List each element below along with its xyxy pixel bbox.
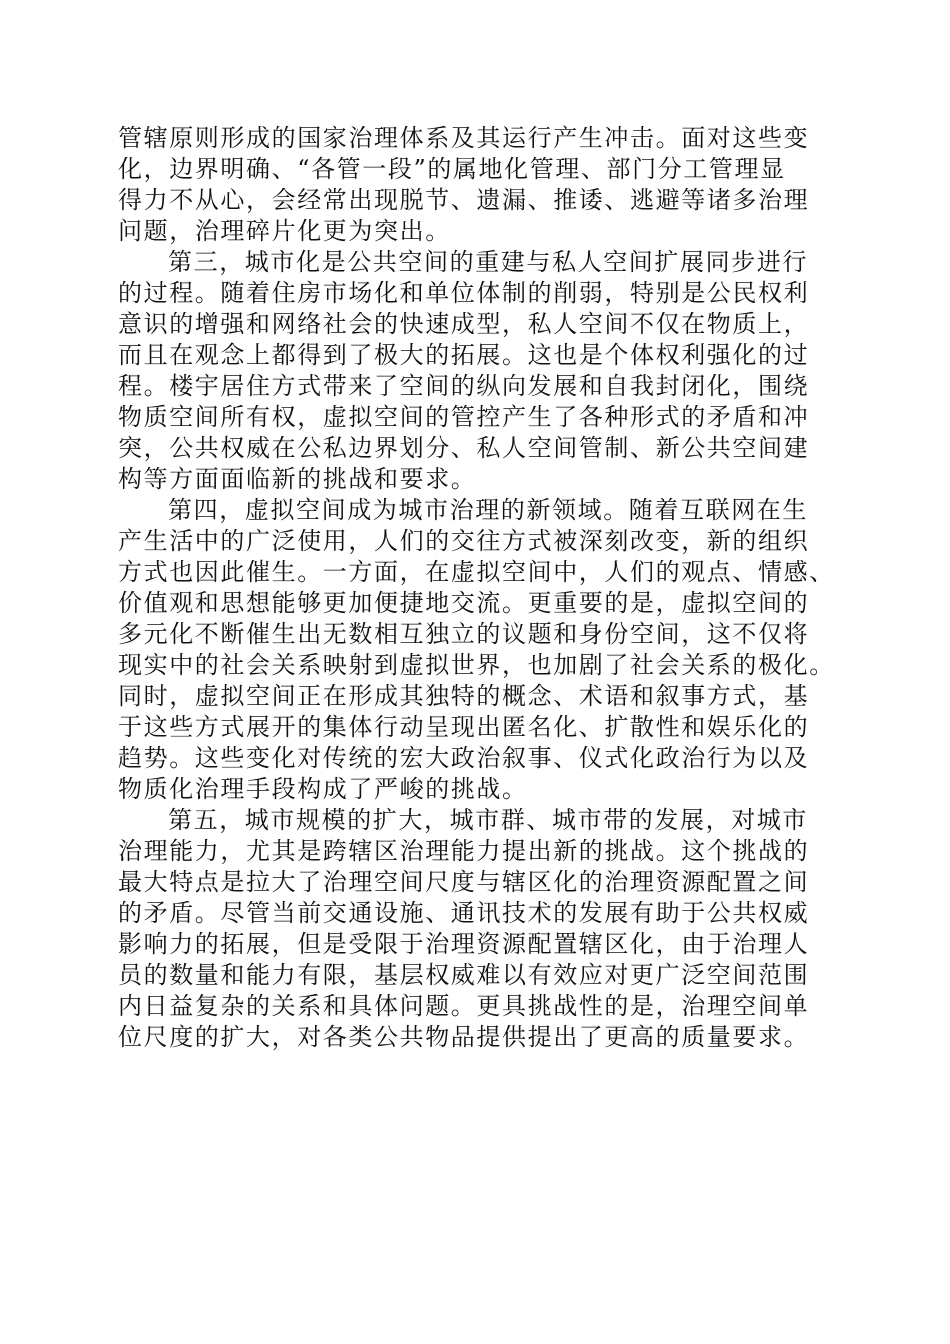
text-line: 治理能力，尤其是跨辖区治理能力提出新的挑战。这个挑战的 [118, 837, 810, 865]
text-line: 得力不从心，会经常出现脱节、遗漏、推诿、逃避等诸多治理 [118, 186, 810, 214]
text-line: 趋势。这些变化对传统的宏大政治叙事、仪式化政治行为以及 [118, 744, 810, 772]
text-line: 现实中的社会关系映射到虚拟世界，也加剧了社会关系的极化。 [118, 651, 835, 679]
text-line: 物质化治理手段构成了严峻的挑战。 [118, 775, 528, 803]
text-line: 的过程。随着住房市场化和单位体制的削弱，特别是公民权利 [118, 279, 810, 307]
text-line: 多元化不断催生出无数相互独立的议题和身份空间，这不仅将 [118, 620, 810, 648]
text-line: 最大特点是拉大了治理空间尺度与辖区化的治理资源配置之间 [118, 868, 810, 896]
text-line: 构等方面面临新的挑战和要求。 [118, 465, 477, 493]
text-line: 意识的增强和网络社会的快速成型，私人空间不仅在物质上， [118, 310, 810, 338]
text-line: 突，公共权威在公私边界划分、私人空间管制、新公共空间建 [118, 434, 810, 462]
text-line: 产生活中的广泛使用，人们的交往方式被深刻改变，新的组织 [118, 527, 810, 555]
text-line: 内日益复杂的关系和具体问题。更具挑战性的是，治理空间单 [118, 992, 810, 1020]
text-line: 位尺度的扩大，对各类公共物品提供提出了更高的质量要求。 [118, 1023, 810, 1051]
text-line: 化，边界明确、“各管一段”的属地化管理、部门分工管理显 [118, 155, 786, 183]
body-text [118, 123, 838, 1053]
text-line: 影响力的拓展，但是受限于治理资源配置辖区化，由于治理人 [118, 930, 810, 958]
text-line: 员的数量和能力有限，基层权威难以有效应对更广泛空间范围 [118, 961, 810, 989]
text-line: 价值观和思想能够更加便捷地交流。更重要的是，虚拟空间的 [118, 589, 810, 617]
text-line: 物质空间所有权，虚拟空间的管控产生了各种形式的矛盾和冲 [118, 403, 810, 431]
text-line: 管辖原则形成的国家治理体系及其运行产生冲击。面对这些变 [118, 124, 810, 152]
text-line: 的矛盾。尽管当前交通设施、通讯技术的发展有助于公共权威 [118, 899, 810, 927]
text-line: 而且在观念上都得到了极大的拓展。这也是个体权利强化的过 [118, 341, 810, 369]
text-line: 方式也因此催生。一方面，在虚拟空间中，人们的观点、情感、 [118, 558, 835, 586]
paragraph-start-line: 第四，虚拟空间成为城市治理的新领域。随着互联网在生 [168, 496, 808, 524]
paragraph-start-line: 第五，城市规模的扩大，城市群、城市带的发展，对城市 [168, 806, 808, 834]
text-line: 于这些方式展开的集体行动呈现出匿名化、扩散性和娱乐化的 [118, 713, 810, 741]
text-line: 问题，治理碎片化更为突出。 [118, 217, 451, 245]
text-line: 同时，虚拟空间正在形成其独特的概念、术语和叙事方式，基 [118, 682, 810, 710]
paragraph-start-line: 第三，城市化是公共空间的重建与私人空间扩展同步进行 [168, 248, 808, 276]
text-line: 程。楼宇居住方式带来了空间的纵向发展和自我封闭化，围绕 [118, 372, 810, 400]
